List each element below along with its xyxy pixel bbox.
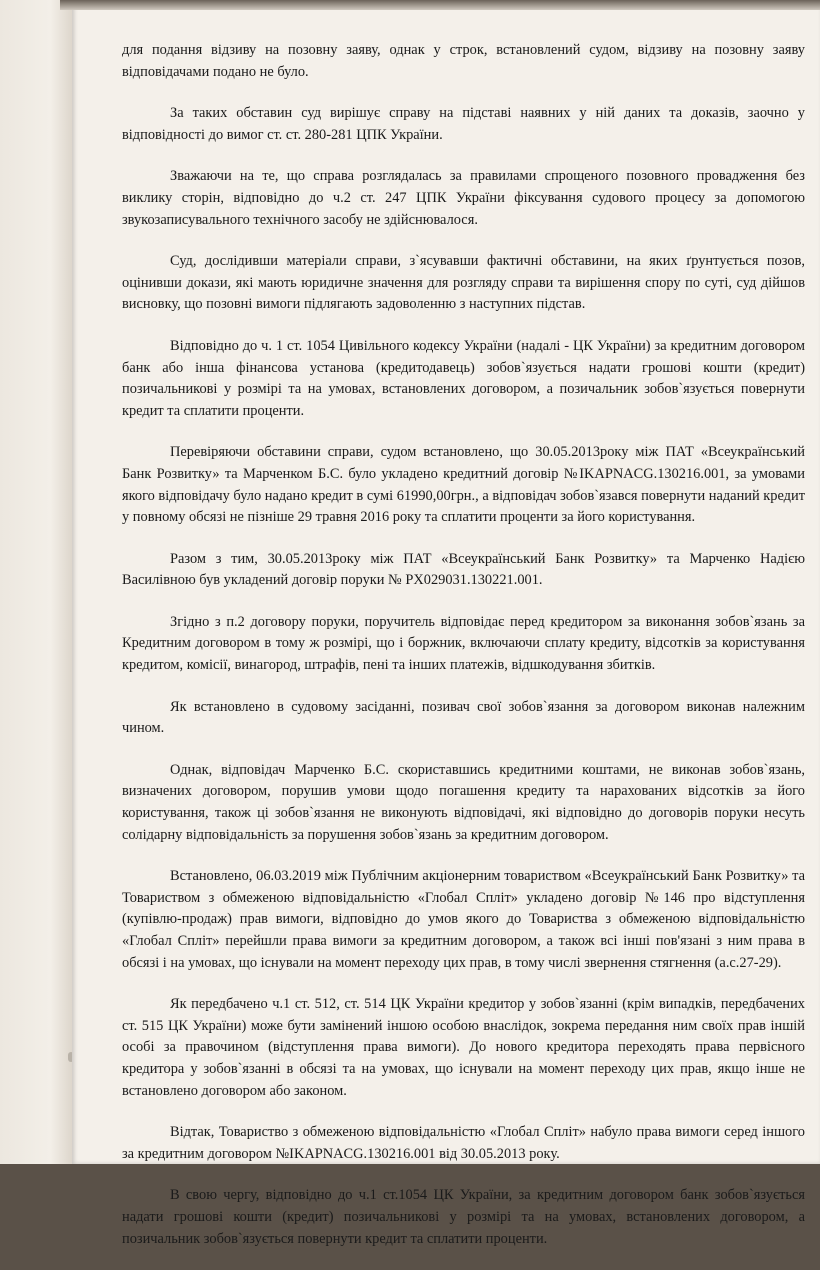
- paragraph-4: Суд, дослідивши матеріали справи, з`ясувавши фактичні обставини, на яких ґрунтується позов, оцінивши докази, які мають юридичне значення для розгляду справи та вирішення спору по суті, суд дійшов висновку, що позовні вимоги підлягають задоволенню з наступних підстав.: [122, 253, 805, 313]
- paragraph-10: Однак, відповідач Марченко Б.С. скориставшись кредитними коштами, не виконав зобов`язань, визначених договором, порушив умови щодо погашення кредиту та нарахованих відсотків за його користування, також ці зобов`язання не виконують відповідачі, які відповідно до договорів поруки несуть солідарну відповідальність за порушення зобов`язань за кредитним договором.: [122, 761, 805, 843]
- paragraph-9: Як встановлено в судовому засіданні, позивач свої зобов`язання за договором виконав належним чином.: [122, 698, 805, 737]
- paragraph-13: Відтак, Товариство з обмеженою відповідальністю «Глобал Спліт» набуло права вимоги серед іншого за кредитним договором №IKAPNACG.130216.001 від 30.05.2013 року.: [122, 1124, 805, 1162]
- paragraph-5: Відповідно до ч. 1 ст. 1054 Цивільного кодексу України (надалі - ЦК України) за кредитним договором банк або інша фінансова установа (кредитодавець) зобов`язується надати грошові кошти (кредит) позичальникові у розмірі та на умовах, встановлених договором, а позичальник зобов`язується повернути кредит та сплатити проценти.: [122, 337, 805, 419]
- document-page: [72, 0, 820, 1247]
- paragraph-6: Перевіряючи обставини справи, судом встановлено, що 30.05.2013року між ПАТ «Всеукраїнський Банк Розвитку» та Марченком Б.С. було укладено кредитний договір №IKAPNACG.130216.001, за умовами якого відповідачу було надано кредит в сумі 61990,00грн., а відповідач зобов`язався повернути наданий кредит у повному обсязі не пізніше 29 травня 2016 року та сплатити проценти за його користування.: [122, 444, 805, 526]
- page-left-margin: [0, 0, 72, 1164]
- paragraph-7: Разом з тим, 30.05.2013року між ПАТ «Всеукраїнський Банк Розвитку» та Марченко Надією Василівною був укладений договір поруки № PX029031.130221.001.: [122, 550, 805, 589]
- paragraph-3: Зважаючи на те, що справа розглядалась за правилами спрощеного позовного провадження без виклику сторін, відповідно до ч.2 ст. 247 ЦПК України фіксування судового процесу за допомогою звукозаписувального технічного засобу не здійснювалося.: [122, 168, 805, 228]
- page-top-edge: [60, 0, 820, 10]
- paragraph-12: Як передбачено ч.1 ст. 512, ст. 514 ЦК України кредитор у зобов`язанні (крім випадків, передбачених ст. 515 ЦК України) може бути замінений іншою особою внаслідок, зокрема передання ним своїх прав іншій особі за правочином (відступлення права вимоги). До нового кредитора переходять права первісного кредитора у зобов`язанні в обсязі та на умовах, що існували на момент переходу цих прав, якщо інше не встановлено договором або законом.: [122, 996, 805, 1099]
- document-body: [122, 40, 805, 1270]
- paragraph-2: За таких обставин суд вирішує справу на підставі наявних у ній даних та доказів, заочно у відповідності до вимог ст. ст. 280-281 ЦПК України.: [122, 105, 805, 143]
- paragraph-1: для подання відзиву на позовну заяву, однак у строк, встановлений судом, відзиву на позовну заяву відповідачами подано не було.: [122, 42, 805, 80]
- paragraph-11: Встановлено, 06.03.2019 між Публічним акціонерним товариством «Всеукраїнський Банк Розвитку» та Товариством з обмеженою відповідальністю «Глобал Спліт» укладено договір №146 про відступлення (купівлю-продаж) прав вимоги, відповідно до умов якого до Товариства з обмеженою відповідальністю «Глобал Спліт» перейшли права вимоги за кредитним договором, а також всі інші пов'язані з ним права в обсязі і на умовах, що існували на момент переходу цих прав, в тому числі звернення стягнення (а.с.27-29).: [122, 868, 805, 971]
- paragraph-8: Згідно з п.2 договору поруки, поручитель відповідає перед кредитором за виконання зобов`язань за Кредитним договором в тому ж розмірі, що і боржник, включаючи сплату кредиту, відсотків за користування кредитом, комісії, винагород, штрафів, пені та інших платежів, відшкодування збитків.: [122, 613, 805, 674]
- paragraph-14: В свою чергу, відповідно до ч.1 ст.1054 ЦК України, за кредитним договором банк зобов`язується надати грошові кошти (кредит) позичальникові у розмірі та на умовах, встановлених договором, а позичальник зобов`язується повернути кредит та сплатити проценти.: [122, 1187, 805, 1247]
